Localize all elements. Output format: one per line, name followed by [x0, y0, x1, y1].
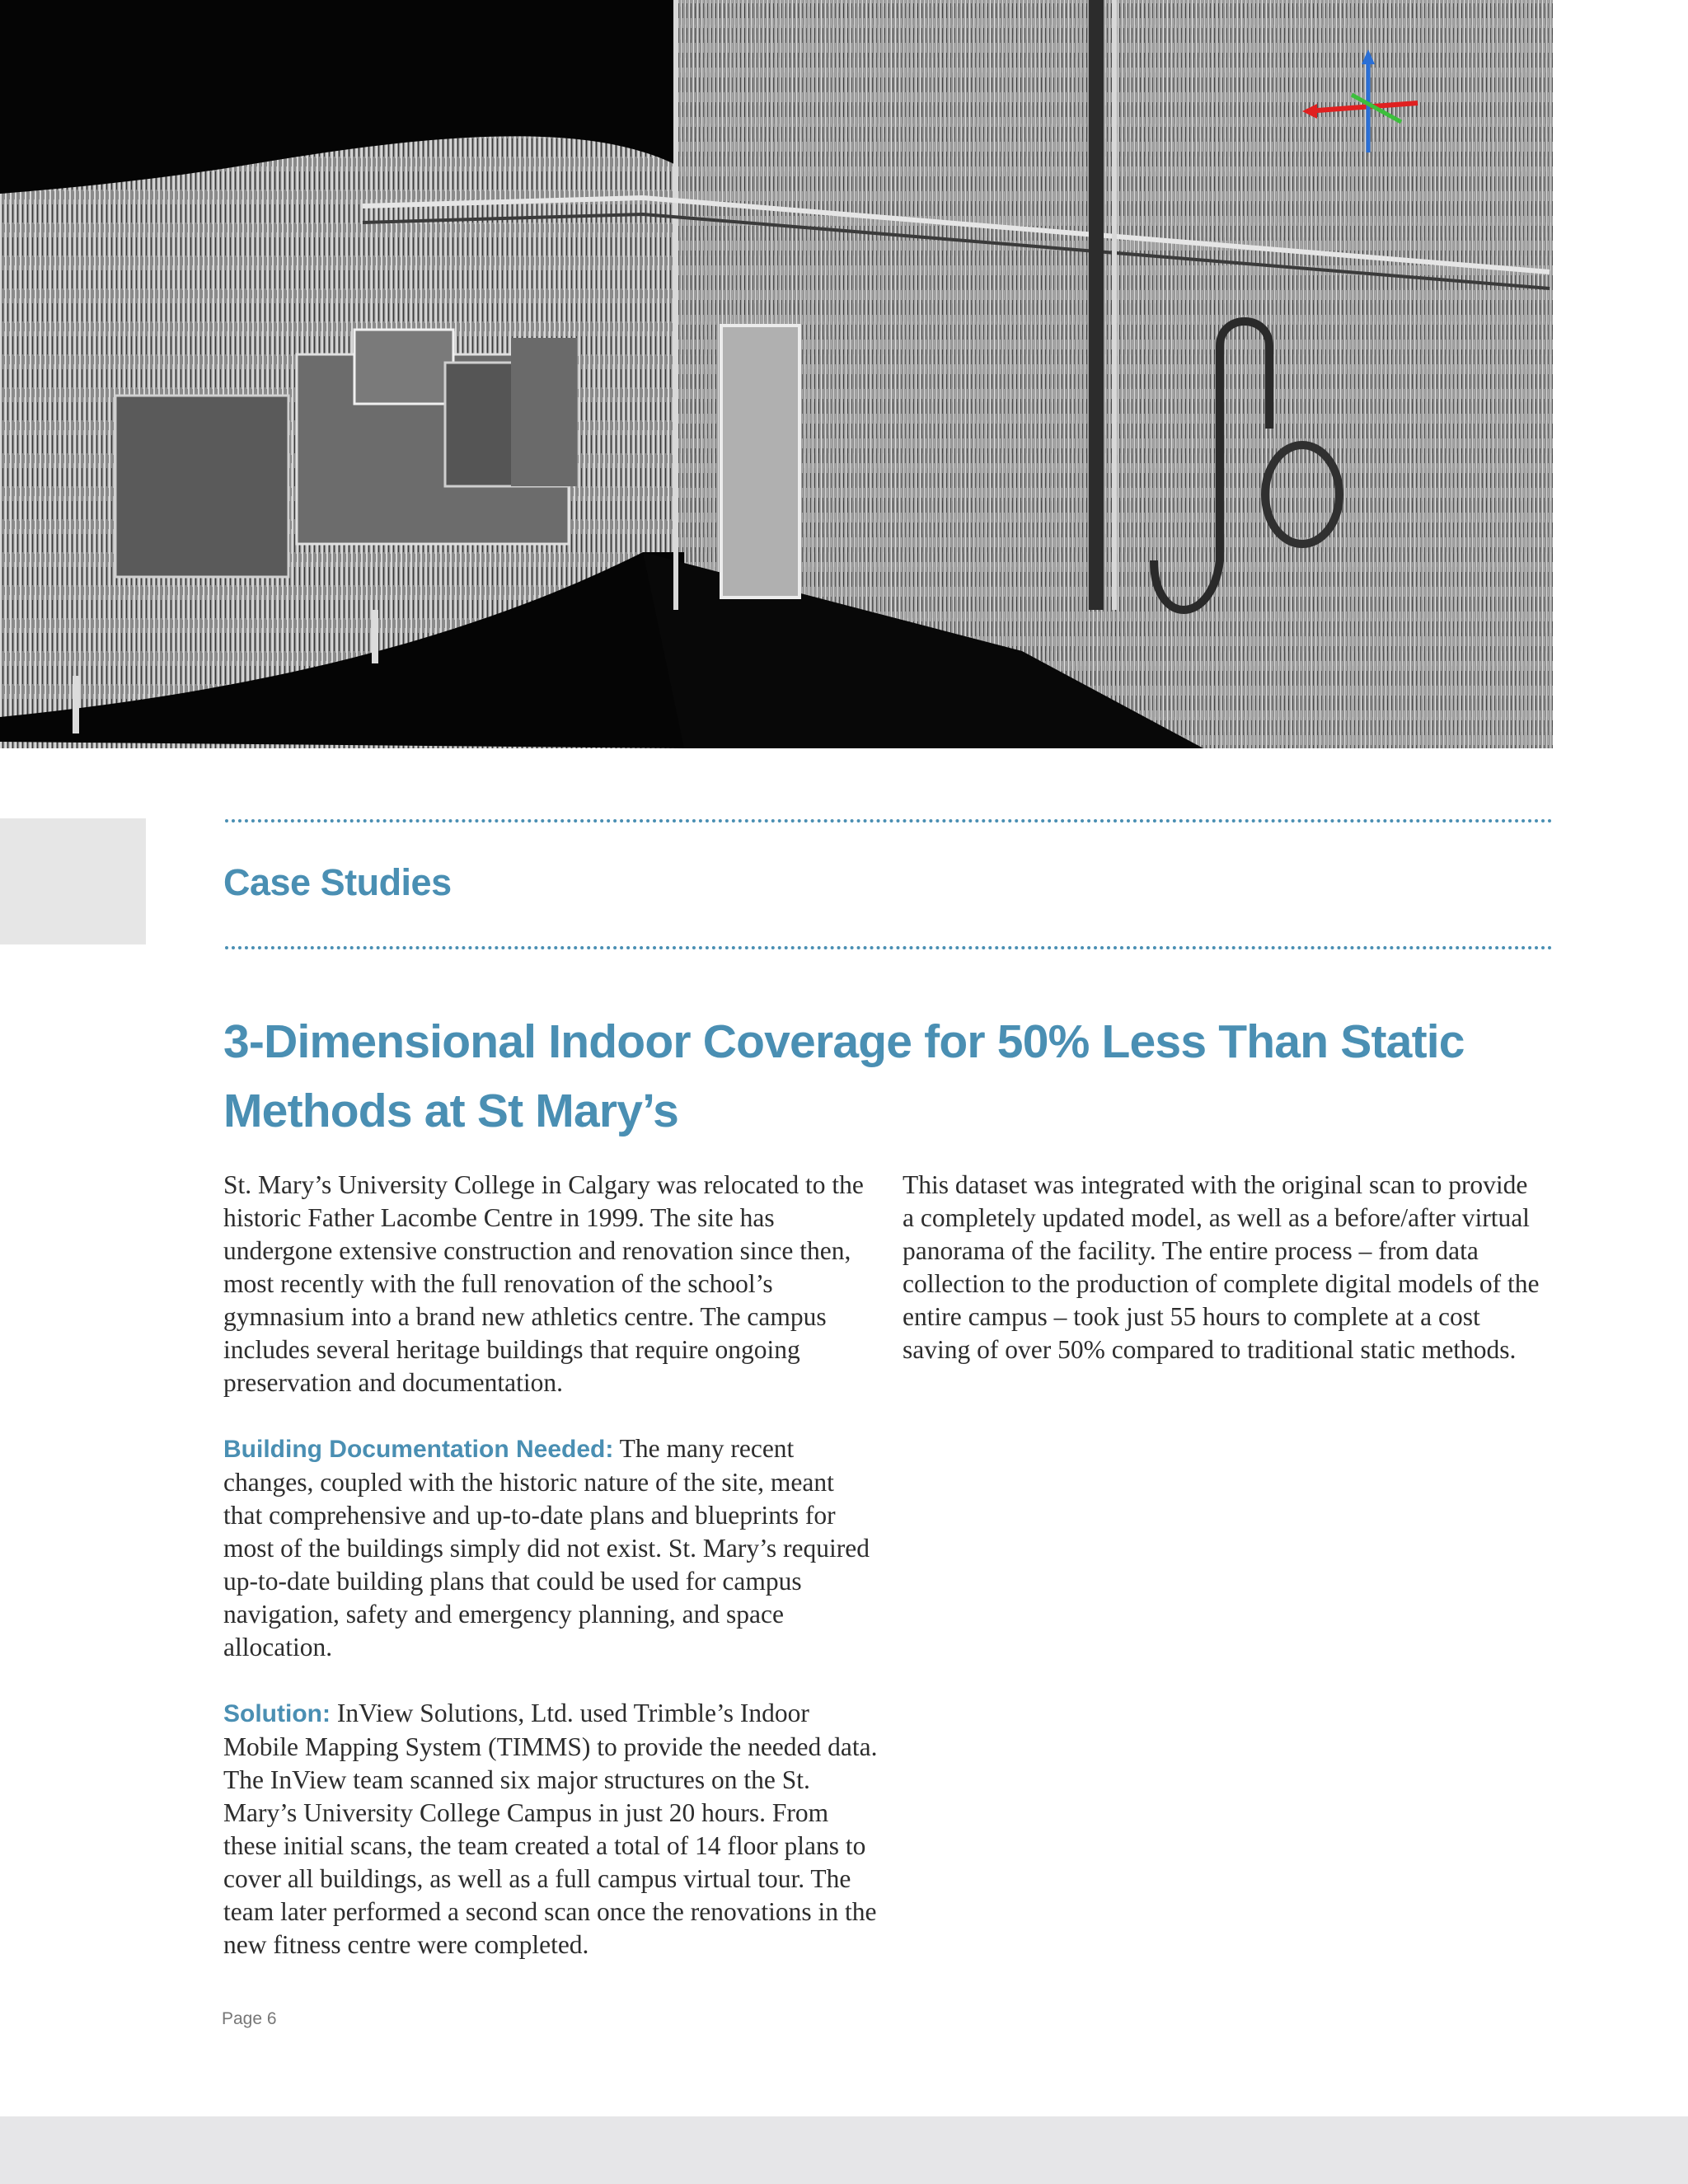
- need-body: The many recent changes, coupled with the historic nature of the site, meant that comprehensive and up-to-date plans and blueprints for most of the buildings simply did not exist. St. Mary’s required up-to-date building plans that could be used for campus navigation, safety and emergency planning, and space allocation.: [223, 1434, 870, 1661]
- article-title: [223, 1007, 1509, 1146]
- solution-lead: Solution:: [223, 1700, 331, 1727]
- intro-paragraph: St. Mary’s University College in Calgary was relocated to the historic Father Lacombe Centre in 1999. The site has undergone extensive construction and renovation since then, most recently with the full renovation of the school’s gymnasium into a brand new athletics centre. The campus includes several heritage buildings that require ongoing preservation and documentation.: [223, 1170, 864, 1397]
- solution-body: InView Solutions, Ltd. used Trimble’s Indoor Mobile Mapping System (TIMMS) to provide the needed data. The InView team scanned six major structures on the St. Mary’s University College Campus in just 20 hours. From these initial scans, the team created a total of 14 floor plans to cover all buildings, as well as a full campus virtual tour. The team later performed a second scan once the renovations in the new fitness centre were completed.: [223, 1699, 878, 1959]
- section-tab-block: [0, 818, 146, 944]
- right-column: [903, 1169, 1545, 1399]
- section-label: Case Studies: [223, 861, 452, 903]
- footer-band: [0, 2116, 1688, 2184]
- article-title-line-1: 3-Dimensional Indoor Coverage for 50% Less Than Static: [223, 1015, 1465, 1068]
- page-number: Page 6: [222, 2009, 277, 2028]
- bottom-dotted-rule: [225, 946, 1553, 949]
- solution-paragraph: [223, 1697, 879, 1961]
- need-paragraph: [223, 1432, 879, 1664]
- left-column: [223, 1169, 879, 1994]
- point-cloud-illustration: [0, 0, 1553, 748]
- need-lead: Building Documentation Needed:: [223, 1436, 614, 1463]
- article-title-line-2: Methods at St Mary’s: [223, 1085, 678, 1137]
- hero-point-cloud-image: [0, 0, 1553, 748]
- result-paragraph: This dataset was integrated with the original scan to provide a completely updated model, as well as a before/after virtual panorama of the facility. The entire process – from data collection to the production of complete digital models of the entire campus – took just 55 hours to complete at a cost saving of over 50% compared to traditional static methods.: [903, 1170, 1540, 1364]
- top-dotted-rule: [225, 819, 1553, 823]
